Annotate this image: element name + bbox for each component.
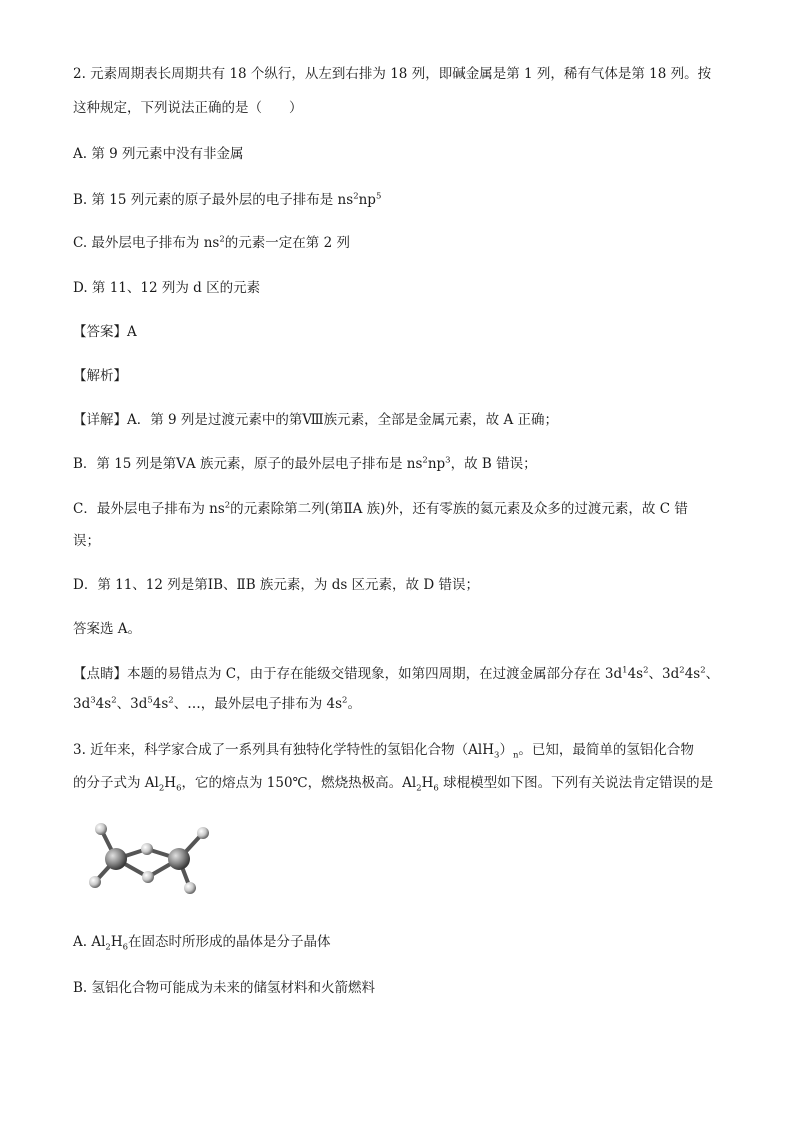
text-run: 4s: [152, 696, 169, 712]
tip-line2: [73, 694, 361, 714]
text-run: 、: [705, 666, 720, 682]
hydrogen-atom: [95, 823, 107, 835]
superscript: 5: [375, 191, 382, 202]
detail-a: 【详解】A．第 9 列是过渡元素中的第Ⅷ族元素，全部是金属元素，故 A 正确；: [73, 412, 559, 428]
text-run: 、…，最外层电子排布为 4s: [173, 696, 343, 712]
subscript: 2: [105, 942, 111, 953]
text-run: A. Al: [73, 934, 106, 950]
q3-stem-line1: [73, 740, 694, 760]
superscript: 2: [342, 695, 348, 706]
aluminum-atom: [105, 848, 127, 870]
text-run: np: [358, 192, 376, 208]
text-run: H: [110, 934, 123, 950]
text-run: H: [164, 775, 177, 791]
hydrogen-atom: [197, 827, 209, 839]
subscript: 6: [176, 783, 182, 794]
hydrogen-atom: [89, 876, 101, 888]
text-run: ，它的熔点为 150℃，燃烧热极高。Al: [181, 775, 417, 791]
text-run: 的元素一定在第 2 列: [224, 235, 350, 251]
superscript: 2: [643, 665, 649, 676]
q3-option-a: [73, 932, 331, 952]
text-run: ）: [499, 742, 513, 758]
superscript: 3: [445, 455, 451, 466]
text-run: 4s: [627, 666, 644, 682]
text-run: B. 第 15 列元素的原子最外层的电子排布是 ns: [73, 192, 354, 208]
detail-c-line2: 误；: [73, 533, 100, 549]
text-run: 、3d: [116, 696, 148, 712]
subscript: 3: [494, 750, 500, 761]
tip-line1: [73, 664, 719, 684]
superscript: 2: [219, 234, 225, 245]
hydrogen-atom: [184, 882, 196, 894]
text-run: 4s: [95, 696, 112, 712]
subscript: 2: [416, 783, 422, 794]
detail-d: D．第 11、12 列是第ⅠB、ⅡB 族元素，为 ds 区元素，故 D 错误；: [73, 577, 479, 593]
superscript: 2: [224, 500, 231, 511]
text-run: 的元素除第二列(第ⅡA 族)外，还有零族的氦元素及众多的过渡元素，故 C 错: [230, 501, 688, 517]
superscript: 3: [90, 695, 96, 706]
text-run: 、3d: [648, 666, 680, 682]
text-run: C．最外层电子排布为 ns: [73, 501, 225, 517]
answer-choice: 答案选 A。: [73, 621, 142, 637]
text-run: 3d: [73, 696, 91, 712]
subscript: 6: [122, 942, 129, 953]
analysis-label: 【解析】: [73, 368, 127, 384]
al2h6-ball-stick-model: [73, 815, 233, 905]
q2-stem-line1: 2. 元素周期表长周期共有 18 个纵行，从左到右排为 18 列，即碱金属是第 1 列，稀有气体是第 18 列。按: [73, 66, 712, 82]
q2-option-c: [73, 233, 350, 253]
text-run: 。: [347, 696, 361, 712]
q2-option-b: [73, 190, 381, 210]
text-run: 。已知，最简单的氢铝化合物: [518, 742, 694, 758]
superscript: 5: [147, 695, 153, 706]
q3-option-b: B. 氢铝化合物可能成为未来的储氢材料和火箭燃料: [73, 980, 376, 996]
text-run: np: [427, 456, 446, 472]
q3-stem-line2: [73, 773, 713, 793]
superscript: 1: [622, 665, 628, 676]
superscript: 2: [422, 455, 428, 466]
subscript: 2: [158, 783, 165, 794]
q2-stem-line2: 这种规定，下列说法正确的是（ ）: [73, 100, 303, 116]
text-run: 在固态时所形成的晶体是分子晶体: [128, 934, 331, 950]
detail-c-line1: [73, 499, 688, 519]
q2-option-a: A. 第 9 列元素中没有非金属: [73, 146, 244, 162]
subscript: n: [512, 750, 519, 761]
text-run: ，故 B 错误；: [450, 456, 537, 472]
hydrogen-atom: [141, 843, 153, 855]
text-run: 3. 近年来，科学家合成了一系列具有独特化学特性的氢铝化合物（AlH: [73, 742, 495, 758]
q2-option-d: D. 第 11、12 列为 d 区的元素: [73, 280, 261, 296]
subscript: 6: [433, 783, 439, 794]
superscript: 2: [168, 695, 174, 706]
text-run: 球棍模型如下图。下列有关说法肯定错误的是: [438, 775, 714, 791]
superscript: 2: [679, 665, 685, 676]
hydrogen-atom: [142, 871, 154, 883]
text-run: 4s: [684, 666, 701, 682]
text-run: 【点睛】本题的易错点为 C，由于存在能级交错现象，如第四周期，在过渡金属部分存在 3d: [73, 666, 623, 682]
superscript: 2: [353, 191, 359, 202]
text-run: H: [421, 775, 434, 791]
detail-b: [73, 454, 537, 474]
molecule-diagram: [73, 815, 233, 905]
superscript: 2: [700, 665, 706, 676]
text-run: C. 最外层电子排布为 ns: [73, 235, 220, 251]
answer-label: 【答案】A: [73, 324, 137, 340]
text-run: 的分子式为 Al: [73, 775, 159, 791]
text-run: B．第 15 列是第ⅤA 族元素，原子的最外层电子排布是 ns: [73, 456, 423, 472]
superscript: 2: [111, 695, 117, 706]
aluminum-atom: [168, 848, 190, 870]
